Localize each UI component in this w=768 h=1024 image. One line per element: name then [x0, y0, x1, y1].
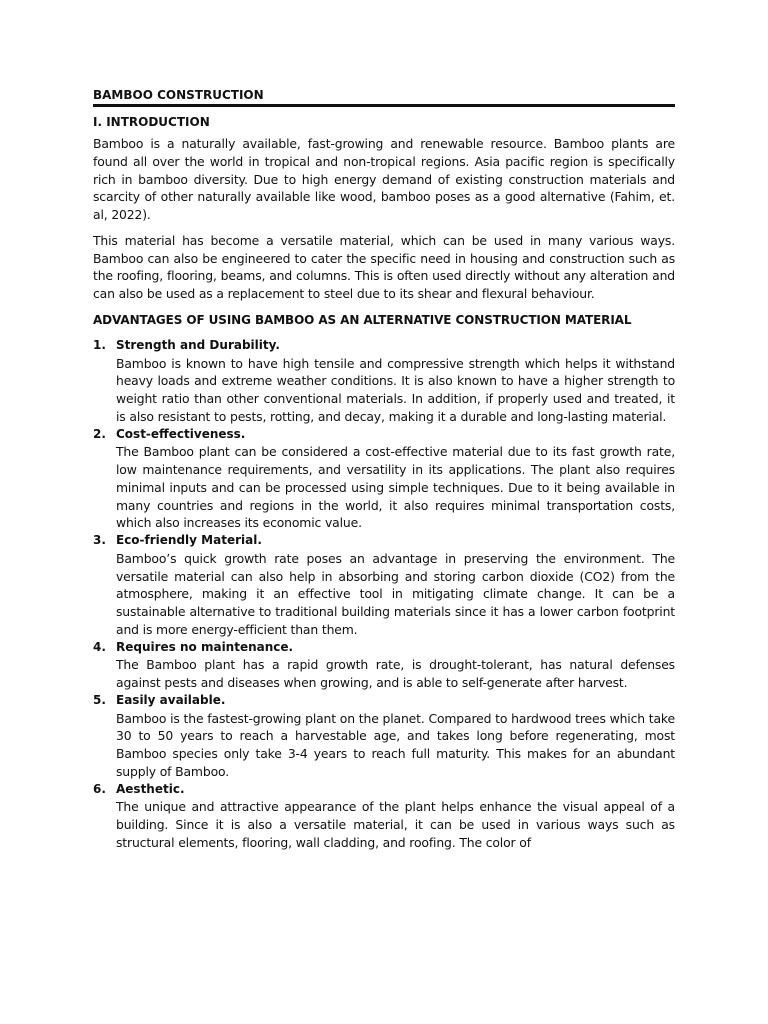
intro-paragraph: This material has become a versatile material, which can be used in many various ways. Bamboo can also be engineered to cater the specific need in housing and construction such as the roofing, flooring, beams, and columns. This is often used directly without any alteration and can also be used as a replacement to steel due to its shear and flexural behaviour. — [93, 232, 675, 301]
list-item — [93, 781, 675, 852]
item-title: Cost-effectiveness. — [116, 426, 246, 441]
list-item — [93, 532, 675, 639]
item-body: Bamboo’s quick growth rate poses an advantage in preserving the environment. The versatile material can also help in absorbing and storing carbon dioxide (CO2) from the atmosphere, making it an effective tool in mitigating climate change. It can be a sustainable alternative to traditional building materials since it has a lower carbon footprint and is more energy-efficient than them. — [116, 550, 675, 637]
item-title: Easily available. — [116, 692, 226, 707]
document-title: BAMBOO CONSTRUCTION — [93, 88, 264, 102]
item-number: 2. — [93, 426, 106, 441]
item-title: Requires no maintenance. — [116, 639, 294, 654]
item-body: Bamboo is the fastest-growing plant on the planet. Compared to hardwood trees which take 30 to 50 years to reach a harvestable age, and takes long before regenerating, most Bamboo species only take 3-4 years to reach full maturity. This makes for an abundant supply of Bamboo. — [116, 710, 675, 779]
item-body: The Bamboo plant can be considered a cost-effective material due to its fast growth rate, low maintenance requirements, and versatility in its applications. The plant also requires minimal inputs and can be processed using simple techniques. Due to it being available in many countries and regions in the world, it also requires minimal transportation costs, which also increases its economic value. — [116, 444, 675, 531]
list-item — [93, 337, 675, 426]
item-title: Eco-friendly Material. — [116, 533, 262, 547]
introduction-heading: I. INTRODUCTION — [93, 115, 210, 129]
item-body: Bamboo is known to have high tensile and compressive strength which helps it withstand heavy loads and extreme weather conditions. It is also known to have a higher strength to weight ratio than other conventional materials. In addition, if properly used and treated, it is also resistant to pests, rotting, and decay, making it a durable and long-lasting material. — [116, 355, 675, 424]
list-item — [93, 692, 675, 781]
item-title: Aesthetic. — [116, 781, 185, 796]
intro-paragraph: Bamboo is a naturally available, fast-growing and renewable resource. Bamboo plants are found all over the world in tropical and non-tropical regions. Asia pacific region is specifically rich in bamboo diversity. Due to high energy demand of existing construction materials and scarcity of other naturally available like wood, bamboo poses as a good alternative (Fahim, et. al, 2022). — [93, 136, 675, 222]
title-divider — [93, 104, 675, 107]
item-number: 6. — [93, 781, 106, 796]
item-body: The Bamboo plant has a rapid growth rate, is drought-tolerant, has natural defenses against pests and diseases when growing, and is able to self-generate after harvest. — [116, 657, 675, 690]
item-body: The unique and attractive appearance of the plant helps enhance the visual appeal of a building. Since it is also a versatile material, it can be used in various ways such as structural elements, flooring, wall cladding, and roofing. The color of — [116, 799, 675, 850]
item-number: 5. — [93, 692, 106, 707]
advantages-heading: ADVANTAGES OF USING BAMBOO AS AN ALTERNATIVE CONSTRUCTION MATERIAL — [93, 312, 632, 327]
item-number: 3. — [93, 533, 106, 547]
advantages-list — [93, 337, 675, 852]
item-number: 4. — [93, 639, 106, 654]
document-page — [93, 86, 675, 852]
item-title: Strength and Durability. — [116, 337, 280, 352]
list-item — [93, 426, 675, 533]
list-item — [93, 639, 675, 692]
item-number: 1. — [93, 337, 106, 352]
